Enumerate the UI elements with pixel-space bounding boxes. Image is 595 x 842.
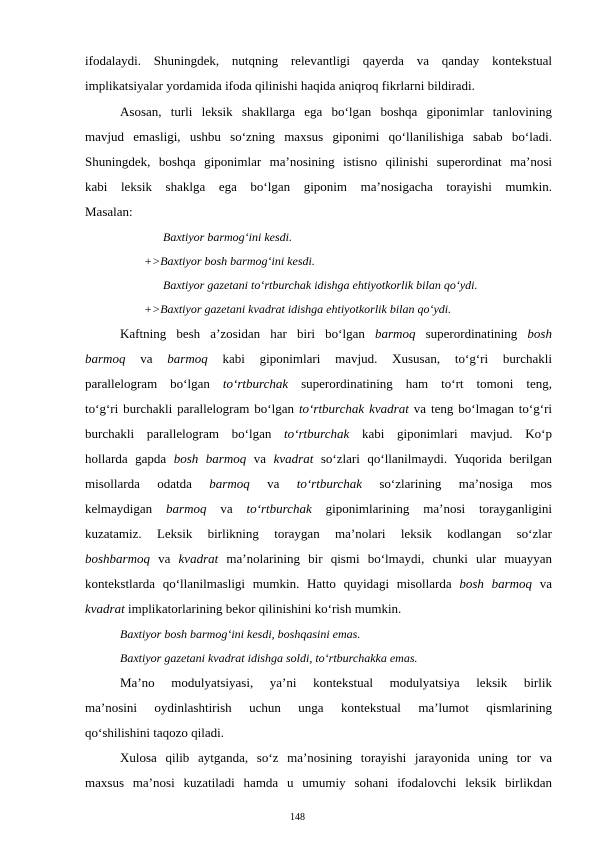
text-line — [85, 775, 552, 791]
example-line — [120, 626, 552, 642]
italic-term: Baxtiyor bosh barmog‘ini kesdi, boshqasini emas. — [120, 627, 361, 641]
text-run: so‘zlari qo‘llanilmaydi. Yuqorida berilgan — [313, 451, 552, 466]
text-run: kelmaydigan — [85, 501, 167, 516]
text-run: superordinatining ham to‘rt tomoni teng, — [288, 376, 552, 391]
text-line — [85, 576, 552, 592]
text-run: qo‘shilishini taqozo qiladi. — [85, 725, 225, 740]
italic-term: kvadrat — [369, 401, 409, 416]
text-run: kabi giponimlari mavjud. Ko‘p — [349, 426, 552, 441]
text-line — [85, 426, 552, 442]
text-line — [85, 179, 552, 195]
text-run: implikatorlarining bekor qilinishini ko‘rish mumkin. — [124, 601, 402, 616]
text-line — [85, 129, 552, 145]
italic-term: boshbarmoq — [85, 551, 151, 566]
text-run: so‘zlarining ma’nosiga mos — [361, 476, 552, 491]
italic-term: bosh barmoq — [173, 451, 247, 466]
text-run: ma’nolarining bir qismi bo‘lmaydi, chunki ular muayyan — [218, 551, 552, 566]
text-run: va teng bo‘lmagan to‘g‘ri — [408, 401, 553, 416]
text-line — [85, 476, 552, 492]
text-run: Xulosa qilib aytganda, so‘z ma’nosining torayishi jarayonida uning tor va — [120, 750, 552, 765]
text-line — [120, 326, 552, 342]
text-line — [85, 725, 552, 741]
text-run: implikatsiyalar yordamida ifoda qilinishi haqida aniqroq fikrlarni bildiradi. — [85, 78, 475, 93]
text-run: misollarda odatda — [85, 476, 210, 491]
text-run: Ma’no modulyatsiyasi, ya’ni kontekstual modulyatsiya leksik birlik — [120, 675, 552, 690]
italic-term: +>Baxtiyor bosh barmog‘ini kesdi. — [144, 254, 315, 268]
text-run: va — [246, 451, 274, 466]
text-line — [85, 401, 552, 417]
text-line — [120, 675, 552, 691]
example-line — [144, 301, 544, 317]
text-run: hollarda gapda — [85, 451, 174, 466]
italic-term: +>Baxtiyor gazetani kvadrat idishga ehtiyotkorlik bilan qo‘ydi. — [144, 302, 452, 316]
italic-term: to‘rtburchak — [298, 401, 365, 416]
text-run: kontekstlarda qo‘llanilmasligi mumkin. Hatto quyidagi misollarda — [85, 576, 460, 591]
text-line — [85, 154, 552, 170]
text-line — [120, 104, 552, 120]
italic-term: barmoq — [375, 326, 416, 341]
text-run: mavjud emasligi, ushbu so‘zning maxsus giponimi qo‘llanilishiga sabab bo‘ladi. — [85, 129, 552, 144]
text-run: va — [150, 551, 179, 566]
text-run: Shuningdek, boshqa giponimlar ma’nosining istisno qilinishi superordinat ma’nosi — [85, 154, 552, 169]
text-line — [85, 78, 552, 94]
text-run: va — [249, 476, 297, 491]
text-line — [85, 351, 552, 367]
text-run: burchakli parallelogram bo‘lgan — [85, 426, 285, 441]
text-run: Masalan: — [85, 204, 133, 219]
text-line — [85, 551, 552, 567]
text-line — [85, 700, 552, 716]
text-run: ma’nosini oydinlashtirish uchun unga kontekstual ma’lumot qismlarining — [85, 700, 552, 715]
text-run: maxsus ma’nosi kuzatiladi hamda u umumiy sohani ifodalovchi leksik birlikdan — [85, 775, 552, 790]
text-run: kabi leksik shaklga ega bo‘lgan giponim ma’nosigacha torayishi mumkin. — [85, 179, 552, 194]
page-number: 148 — [290, 812, 305, 823]
text-run: ifodalaydi. Shuningdek, nutqning relevantligi qayerda va qanday kontekstual — [85, 53, 552, 68]
text-run: va — [532, 576, 552, 591]
italic-term: to‘rtburchak — [222, 376, 289, 391]
text-run: va — [125, 351, 168, 366]
italic-term: kvadrat — [178, 551, 219, 566]
text-line — [85, 204, 552, 220]
text-run: giponimlarining ma’nosi torayganligini — [311, 501, 552, 516]
example-line — [163, 229, 543, 245]
italic-term: to‘rtburchak — [246, 501, 312, 516]
example-line — [120, 650, 552, 666]
text-run: superordinatining — [415, 326, 528, 341]
text-run: kuzatamiz. Leksik birlikning toraygan ma’nolari leksik kodlangan so‘zlar — [85, 526, 552, 541]
italic-term: barmoq — [209, 476, 250, 491]
text-line — [85, 376, 552, 392]
italic-term: kvadrat — [273, 451, 314, 466]
italic-term: bosh barmoq — [459, 576, 533, 591]
example-line — [163, 277, 543, 293]
text-run: Kaftning besh a’zosidan har biri bo‘lgan — [120, 326, 375, 341]
text-line — [85, 526, 552, 542]
italic-term: barmoq — [167, 351, 208, 366]
text-run: va — [206, 501, 247, 516]
text-run: parallelogram bo‘lgan — [85, 376, 223, 391]
text-run: to‘g‘ri burchakli parallelogram bo‘lgan — [85, 401, 299, 416]
italic-term: Baxtiyor barmog‘ini kesdi. — [163, 230, 292, 244]
text-line — [120, 750, 552, 766]
italic-term: bosh — [527, 326, 552, 341]
example-line — [144, 253, 544, 269]
italic-term: to‘rtburchak — [296, 476, 362, 491]
text-line — [85, 53, 552, 69]
italic-term: Baxtiyor gazetani to‘rtburchak idishga ehtiyotkorlik bilan qo‘ydi. — [163, 278, 478, 292]
italic-term: to‘rtburchak — [284, 426, 350, 441]
text-run: kabi giponimlari mavjud. Xususan, to‘g‘ri burchakli — [207, 351, 552, 366]
italic-term: kvadrat — [85, 601, 125, 616]
text-line — [85, 501, 552, 517]
italic-term: barmoq — [85, 351, 126, 366]
text-line — [85, 451, 552, 467]
italic-term: barmoq — [166, 501, 207, 516]
text-run: Asosan, turli leksik shakllarga ega bo‘lgan boshqa giponimlar tanlovining — [120, 104, 552, 119]
text-line — [85, 601, 552, 617]
italic-term: Baxtiyor gazetani kvadrat idishga soldi, to‘rtburchakka emas. — [120, 651, 418, 665]
